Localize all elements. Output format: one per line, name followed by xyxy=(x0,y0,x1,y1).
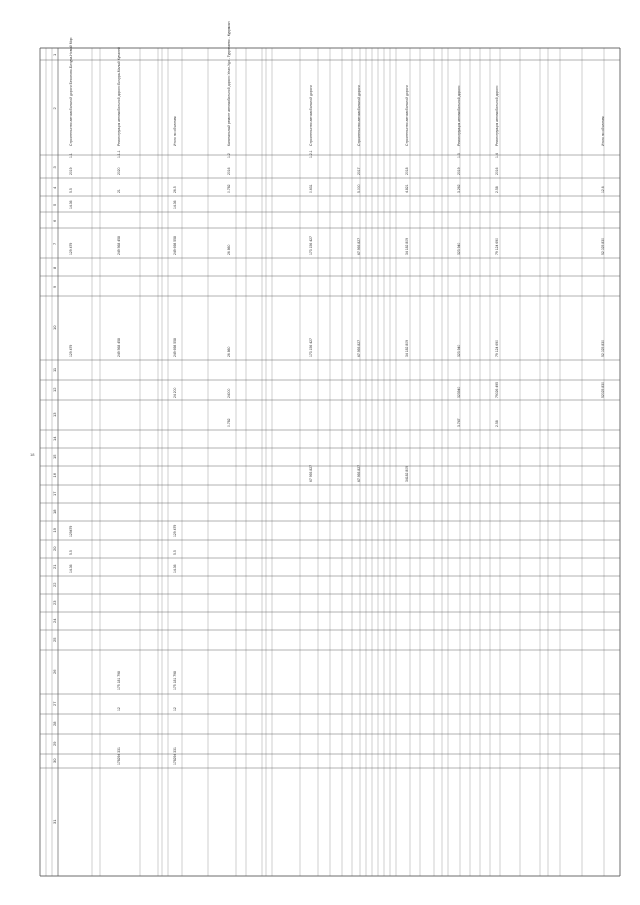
column-number: 13 xyxy=(52,412,57,417)
row-year: 2019 xyxy=(69,167,73,175)
cell-v6: 52 025 830 xyxy=(601,238,605,255)
column-number: 31 xyxy=(52,819,57,824)
row-year: 2020 xyxy=(117,167,121,175)
column-number: 8 xyxy=(52,266,57,269)
column-number: 1 xyxy=(52,53,57,56)
column-number: 14 xyxy=(52,436,57,441)
cell-v28: 178294 331 xyxy=(117,747,121,765)
column-number: 7 xyxy=(52,242,57,245)
column-number: 4 xyxy=(52,186,57,189)
cell-v18: 129479 xyxy=(69,525,73,537)
cell-v4: 26.5 xyxy=(173,186,177,193)
cell-v6: 323 940 xyxy=(457,242,461,255)
row-name: Итого по объектам xyxy=(173,116,177,146)
row-name: Строительство автомобильной дороги xyxy=(357,85,361,146)
column-number: 18 xyxy=(52,509,57,514)
column-number: 16 xyxy=(52,473,57,478)
cell-v20: 14.36 xyxy=(69,564,73,573)
column-number: 21 xyxy=(52,564,57,569)
row-year: 2018 xyxy=(405,167,409,175)
cell-v6: 249 568 458 xyxy=(117,236,121,255)
row-name: Реконструкция автомобильной дороги xyxy=(457,85,461,146)
cell-v28: 178294 331 xyxy=(173,747,177,765)
cell-v4: 3.262 xyxy=(457,184,461,193)
scan-mark: 18 xyxy=(30,452,35,457)
column-number: 17 xyxy=(52,491,57,496)
cell-v10: 24 200 xyxy=(173,387,177,398)
cell-v18: 129 479 xyxy=(173,524,177,537)
row-number: 1.4 xyxy=(495,153,499,158)
cell-v4: 0.782 xyxy=(227,184,231,193)
column-number: 15 xyxy=(52,454,57,459)
cell-v9: 26 860 xyxy=(227,346,231,357)
table-grid xyxy=(40,48,620,876)
cell-v9: 323 940 xyxy=(457,344,461,357)
cell-v6: 67 993 827 xyxy=(357,238,361,255)
cell-v26: 12 xyxy=(117,707,121,711)
cell-v9: 79 124 690 xyxy=(495,340,499,357)
column-number: 22 xyxy=(52,582,57,587)
cell-v5: 14.36 xyxy=(69,200,73,209)
row-name: Строительство автомобильной дороги xyxy=(405,85,409,146)
cell-v14: 67 993 827 xyxy=(309,465,313,482)
column-number: 2 xyxy=(52,107,57,110)
cell-v4: 12.6 xyxy=(601,186,605,193)
cell-v9: 249 698 558 xyxy=(173,338,177,357)
column-number: 29 xyxy=(52,741,57,746)
column-number: 24 xyxy=(52,618,57,623)
cell-v6: 34 182 809 xyxy=(405,238,409,255)
row-name: Итого по объектам xyxy=(601,116,605,146)
row-name: Строительство автомобильной дороги Бесоново-Бичура-Новый Мир xyxy=(69,37,73,146)
cell-v11: 0.782 xyxy=(227,418,231,427)
cell-v4: 21 xyxy=(117,189,121,193)
cell-v9: 34 182 809 xyxy=(405,340,409,357)
cell-v6: 129 479 xyxy=(69,242,73,255)
row-number: 1.2.1 xyxy=(309,150,313,158)
cell-v11: 3.747 xyxy=(457,418,461,427)
cell-v19: 5.5 xyxy=(69,550,73,555)
column-number: 6 xyxy=(52,219,57,222)
cell-v4: 4.821 xyxy=(405,184,409,193)
cell-v14: 67 993 827 xyxy=(357,465,361,482)
cell-v9: 173 156 427 xyxy=(309,338,313,357)
row-number: 1.3 xyxy=(457,153,461,158)
column-number: 26 xyxy=(52,669,57,674)
cell-v4: 5.5 xyxy=(69,188,73,193)
column-number: 5 xyxy=(52,203,57,206)
cell-v6: 249 698 558 xyxy=(173,236,177,255)
column-number: 19 xyxy=(52,528,57,533)
cell-v19: 5.5 xyxy=(173,550,177,555)
row-year: 2019 xyxy=(457,167,461,175)
row-name: Реконструкция автомобильной дороги Бичура-Малый Куналей xyxy=(117,47,121,146)
cell-v4: 0.631 xyxy=(309,184,313,193)
cell-v6: 79 124 690 xyxy=(495,238,499,255)
row-year: 2016 xyxy=(495,167,499,175)
column-number: 30 xyxy=(52,758,57,763)
cell-v10: 323940 xyxy=(457,386,461,398)
column-number: 3 xyxy=(52,166,57,169)
cell-v26: 12 xyxy=(173,707,177,711)
cell-v14: 34182 809 xyxy=(405,465,409,482)
column-number: 9 xyxy=(52,285,57,288)
cell-v9: 249 568 458 xyxy=(117,338,121,357)
column-number: 12 xyxy=(52,387,57,392)
table-text xyxy=(52,21,605,824)
row-number: 1.2 xyxy=(227,153,231,158)
cell-v6: 173 156 427 xyxy=(309,236,313,255)
cell-v20: 14.36 xyxy=(173,564,177,573)
cell-v4: 5.000 xyxy=(357,184,361,193)
row-year: 2016 xyxy=(227,167,231,175)
row-name: Реконструкция автомобильной дороги xyxy=(495,85,499,146)
column-number: 27 xyxy=(52,701,57,706)
column-number: 23 xyxy=(52,600,57,605)
cell-v10: 79026 495 xyxy=(495,381,499,398)
cell-v5: 14.36 xyxy=(173,200,177,209)
cell-v6: 26 860 xyxy=(227,244,231,255)
column-number: 28 xyxy=(52,721,57,726)
column-number: 20 xyxy=(52,546,57,551)
cell-v9: 129 479 xyxy=(69,344,73,357)
column-number: 25 xyxy=(52,637,57,642)
row-year: 2017 xyxy=(357,167,361,175)
column-number: 10 xyxy=(52,325,57,330)
cell-v9: 52 025 830 xyxy=(601,340,605,357)
cell-v10: 24000 xyxy=(227,388,231,398)
cell-v11: 2.58 xyxy=(495,420,499,427)
cell-v24: 175 181 798 xyxy=(117,671,121,690)
cell-v10: 52025 830 xyxy=(601,381,605,398)
cell-v24: 175 181 798 xyxy=(173,671,177,690)
row-name: Строительство автомобильной дороги xyxy=(309,85,313,146)
row-number: 1.1.1 xyxy=(117,150,121,158)
cell-v4: 2.58 xyxy=(495,186,499,193)
row-number: 1.1 xyxy=(69,153,73,158)
row-name: Капитальный ремонт автомобильной дороги Улан-Удэ - Турунтаево - Курумкан xyxy=(227,21,231,146)
cell-v9: 67 993 827 xyxy=(357,340,361,357)
column-number: 11 xyxy=(52,367,57,372)
